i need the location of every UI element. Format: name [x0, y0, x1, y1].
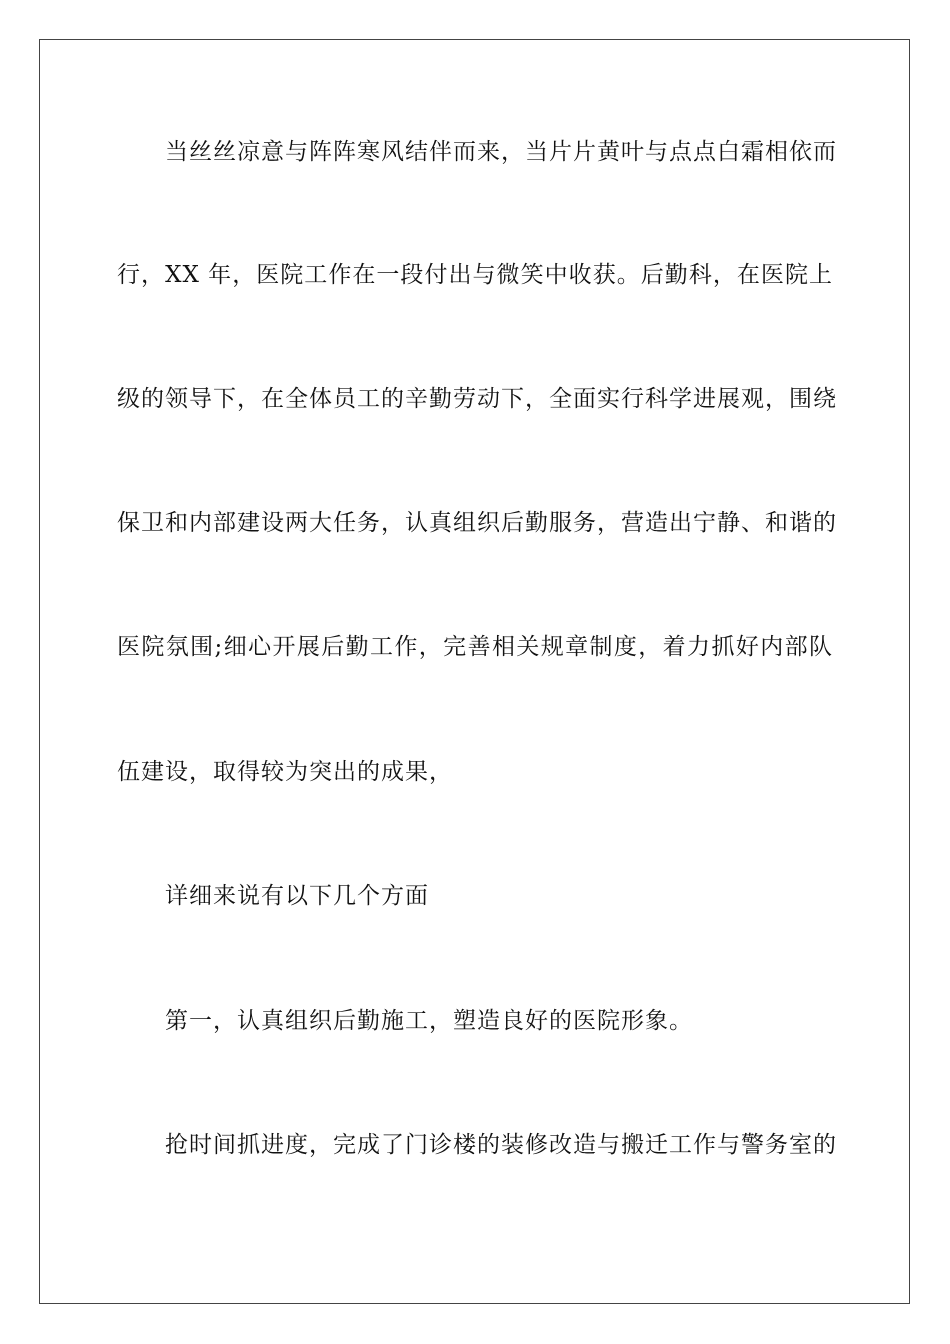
paragraph-line-1: 当丝丝凉意与阵阵寒风结伴而来，当片片黄叶与点点白霜相依而: [165, 139, 837, 165]
paragraph-line-9: 抢时间抓进度，完成了门诊楼的装修改造与搬迁工作与警务室的: [165, 1132, 837, 1158]
page-border: [39, 39, 910, 1304]
paragraph-line-5: 医院氛围;细心开展后勤工作，完善相关规章制度，着力抓好内部队: [117, 634, 833, 660]
paragraph-line-7: 详细来说有以下几个方面: [165, 883, 429, 909]
paragraph-line-2: 行，XX 年，医院工作在一段付出与微笑中收获。后勤科，在医院上: [117, 262, 833, 288]
paragraph-line-4: 保卫和内部建设两大任务，认真组织后勤服务，营造出宁静、和谐的: [117, 510, 837, 536]
section-heading-1: 第一，认真组织后勤施工，塑造良好的医院形象。: [165, 1008, 693, 1034]
paragraph-line-3: 级的领导下，在全体员工的辛勤劳动下，全面实行科学进展观，围绕: [117, 386, 837, 412]
paragraph-line-6: 伍建设，取得较为突出的成果，: [117, 759, 453, 785]
